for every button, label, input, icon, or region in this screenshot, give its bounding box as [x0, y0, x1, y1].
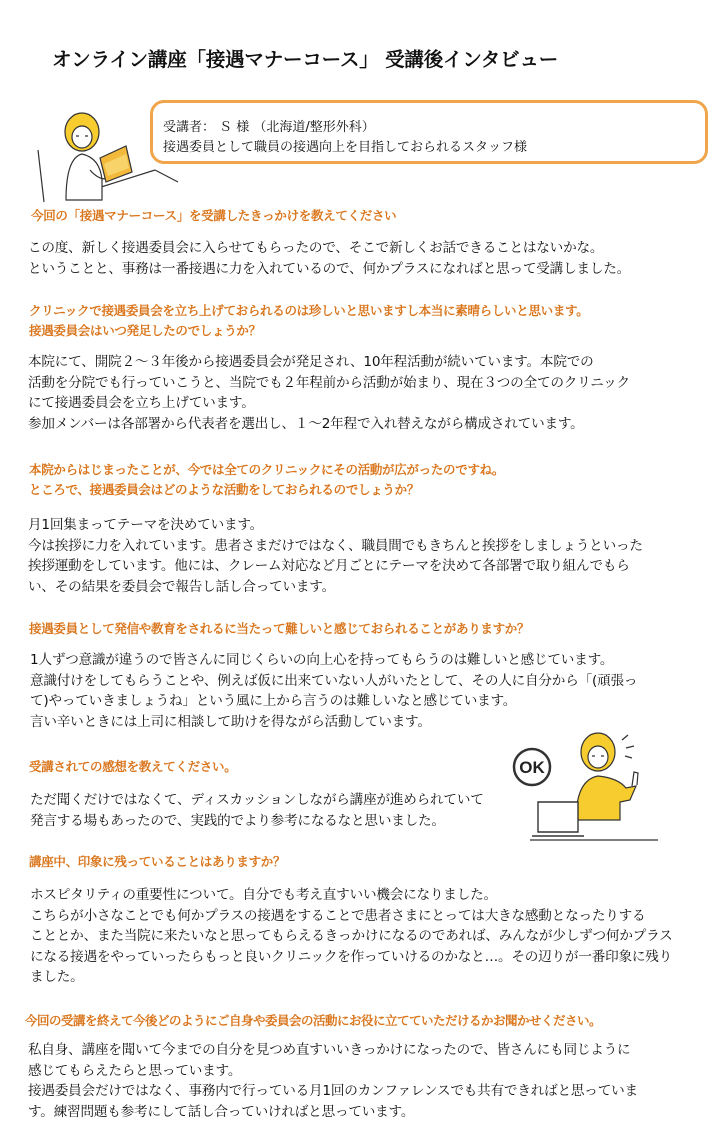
interviewee-profile-box — [150, 100, 708, 164]
answer-2-line-2: 活動を分院でも行っていこうと、当院でも２年程前から活動が始まり、現在３つの全てのクリニック — [28, 374, 630, 391]
profile-line-1: 受講者： Ｓ 様 （北海道/整形外科） — [163, 120, 375, 135]
answer-6 — [30, 885, 673, 988]
answer-4-line-3: て)やっていきましょうね」という風に上から言うのは難しいなと感じています。 — [30, 693, 517, 709]
ok-woman-illustration — [508, 730, 668, 848]
ok-icon-label: OK — [519, 758, 545, 777]
answer-3 — [28, 515, 643, 597]
answer-4-line-1: 1人ずつ意識が違うので皆さんに同じくらいの向上心を持ってもらうのは難しいと感じています。 — [30, 652, 614, 668]
answer-7 — [28, 1040, 638, 1122]
answer-7-line-1: 私自身、講座を聞いて今までの自分を見つめ直すいいきっかけになったので、皆さんにも同じように — [28, 1042, 631, 1058]
question-7 — [25, 1011, 601, 1031]
question-2-line-2: 接遇委員会はいつ発足したのでしょうか？ — [29, 323, 261, 338]
answer-4-line-2: 意識付けをしてもらうことや、例えば仮に出来ていない人がいたとして、その人に自分から「(頑張っ — [30, 672, 638, 689]
answer-7-line-3: 接遇委員会だけではなく、事務内で行っている月1回のカンファレンスでも共有できればと思っていま — [28, 1083, 638, 1099]
answer-2-line-1: 本院にて、開院２～３年後から接遇委員会が発足され、10年程活動が続いています。本院での — [28, 354, 594, 370]
page-title: オンライン講座「接遇マナーコース」 受講後インタビュー — [52, 48, 559, 71]
question-5-line-1: 受講されての感想を教えてください。 — [29, 759, 237, 774]
answer-2-line-4: 参加メンバーは各部署から代表者を選出し、１～2年程で入れ替えながら構成されています。 — [28, 415, 584, 432]
answer-7-line-2: 感じてもらえたらと思っています。 — [28, 1062, 242, 1079]
answer-1-line-2: ということと、事務は一番接遇に力を入れているので、何かプラスになればと思って受講しました。 — [28, 260, 631, 277]
answer-6-line-2: こちらが小さなことでも何かプラスの接遇をすることで患者さまにとっては大きな感動となったりする — [30, 907, 646, 924]
question-7-line-1: 今回の受講を終えて今後どのようにご自身や委員会の活動にお役に立てていただけるかお聞かせください。 — [25, 1013, 602, 1028]
answer-3-line-3: 挨拶運動をしています。他には、クレーム対応など月ごとにテーマを決めて各部署で取り組んでもら — [28, 558, 630, 574]
question-1-line-1: 今回の「接遇マナーコース」を受講したきっかけを教えてください — [31, 208, 397, 223]
profile-line-2: 接遇委員として職員の接遇向上を目指しておられるスタッフ様 — [163, 140, 528, 155]
answer-2 — [28, 352, 630, 434]
answer-3-line-1: 月1回集まってテーマを決めています。 — [28, 517, 264, 533]
question-2-line-1: クリニックで接遇委員会を立ち上げておられるのは珍しいと思いますし本当に素晴らしいと思います。 — [29, 303, 589, 318]
answer-4 — [30, 650, 637, 732]
question-3-line-2: ところで、接遇委員会はどのような活動をしておられるのでしょうか？ — [29, 482, 420, 497]
answer-3-line-2: 今は挨拶に力を入れています。患者さまだけではなく、職員間でもきちんと挨拶をしましょうといった — [28, 537, 643, 554]
question-5 — [29, 757, 236, 777]
question-4-line-1: 接遇委員として発信や教育をされるに当たって難しいと感じておられることがありますか？ — [29, 621, 530, 636]
answer-1-line-1: この度、新しく接遇委員会に入らせてもらったので、そこで新しくお話できることはないかな。 — [28, 240, 604, 256]
answer-5-line-1: ただ聞くだけではなくて、ディスカッションしながら講座が進められていて — [30, 792, 484, 808]
question-6-line-1: 講座中、印象に残っていることはありますか？ — [29, 854, 286, 869]
answer-2-line-3: にて接遇委員会を立ち上げています。 — [28, 395, 255, 411]
question-2 — [29, 301, 588, 341]
answer-6-line-4: になる接遇をやっていったらもっと良いクリニックを作っていけるのかなと…。その辺りが一番印象に残り — [30, 948, 673, 965]
question-3-line-1: 本院からはじまったことが、今では全てのクリニックにその活動が広がったのですね。 — [29, 462, 505, 477]
answer-6-line-1: ホスピタリティの重要性について。自分でも考え直すいい機会になりました。 — [30, 887, 497, 903]
answer-3-line-4: い、その結果を委員会で報告し話し合っています。 — [28, 578, 335, 595]
question-3 — [29, 460, 504, 500]
answer-6-line-3: こととか、また当院に来たいなと思ってもらえるきっかけになるのであれば、みんなが少しずつ何かプラス — [30, 928, 673, 944]
answer-5 — [30, 790, 484, 831]
answer-1 — [28, 238, 630, 279]
question-4 — [29, 619, 529, 639]
answer-4-line-4: 言い辛いときには上司に相談して助けを得ながら活動しています。 — [30, 713, 431, 730]
answer-5-line-2: 発言する場もあったので、実践的でより参考になるなと思いました。 — [30, 812, 445, 829]
answer-7-line-4: す。練習問題も参考にして話し合っていければと思っています。 — [28, 1103, 415, 1120]
question-1 — [31, 206, 396, 226]
answer-6-line-5: ました。 — [30, 969, 84, 985]
question-6 — [29, 852, 285, 872]
